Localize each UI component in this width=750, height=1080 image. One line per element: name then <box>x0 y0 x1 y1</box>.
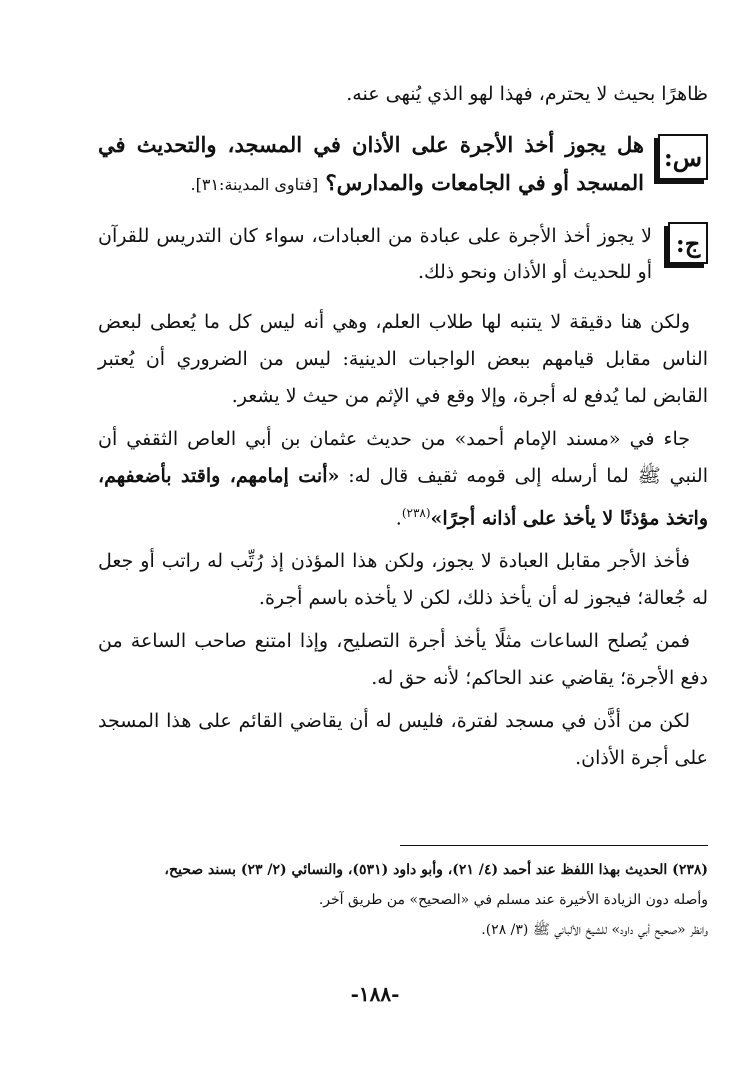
paragraph-5: لكن من أذَّن في مسجد لفترة، فليس له أن يقاضي القائم على هذا المسجد على أجرة الأذان. <box>98 710 708 770</box>
answer-text: لا يجوز أخذ الأجرة على عبادة من العبادات، سواء كان التدريس للقرآن أو للحديث أو الأذان ونحو ذلك. <box>98 225 652 283</box>
question-tag: س: <box>658 134 708 180</box>
paragraph-3: فأخذ الأجر مقابل العبادة لا يجوز، ولكن هذا المؤذن إذ رُتِّب له راتب أو جعل له جُعالة؛ فيجوز له أن يأخذ ذلك، لكن لا يأخذه باسم أجرة. <box>98 550 708 610</box>
page-number: -١٨٨- <box>350 982 400 1006</box>
question-block <box>98 126 708 204</box>
footnote-ref[interactable]: (٢٣٨) <box>401 506 431 520</box>
question-reference: [فتاوى المدينة:٣١]. <box>190 175 319 194</box>
footnote-line-3: وانظر «صحيح أبي داود» للشيخ الألباني ﷺ (٣/ ٢٨). <box>481 922 708 938</box>
footnote-line-1: (٢٣٨) الحديث بهذا اللفظ عند أحمد (٤/ ٢١)، وأبو داود (٥٣١)، والنسائي (٢/ ٢٣) بسند صحيح، <box>164 862 708 878</box>
paragraph-2-text: جاء في «مسند الإمام أحمد» من حديث عثمان بن أبي العاص الثقفي أن النبي ﷺ لما أرسله إلى قومه ثقيف قال له: <box>98 428 708 487</box>
footnotes <box>98 855 708 945</box>
paragraph-4: فمن يُصلح الساعات مثلًا يأخذ أجرة التصليح، وإذا امتنع صاحب الساعة من دفع الأجرة؛ يقاضي عند الحاكم؛ لأنه حق له. <box>98 630 708 690</box>
paragraph-2 <box>98 421 708 537</box>
question-body: هل يجوز أخذ الأجرة على الأذان في المسجد، والتحديث في المسجد أو في الجامعات والمدارس؟ <box>98 132 644 195</box>
page-body <box>98 76 708 777</box>
paragraph-2-end: . <box>395 507 402 530</box>
answer-block <box>98 218 708 290</box>
paragraph-1: ولكن هنا دقيقة لا يتنبه لها طلاب العلم، وهي أنه ليس كل ما يُعطى لبعض الناس مقابل قيامهم ببعض الواجبات الدينية: ليس من الضروري أن يُعتبر القابض لما يُدفع له أجرة، وإلا وقع في الإثم من حيث لا يشعر. <box>98 311 708 407</box>
footnote-line-2: وأصله دون الزيادة الأخيرة عند مسلم في «الصحيح» من طريق آخر. <box>318 892 708 908</box>
answer-tag: ج: <box>668 222 708 264</box>
question-text <box>98 126 644 204</box>
continued-text: ظاهرًا بحيث لا يحترم، فهذا لهو الذي يُنهى عنه. <box>346 83 708 105</box>
footnote-divider <box>400 845 708 846</box>
hadith-quote: «أنت إمامهم، واقتد بأضعفهم، واتخذ مؤذنًا لا يأخذ على أذانه أجرًا» <box>98 465 708 530</box>
